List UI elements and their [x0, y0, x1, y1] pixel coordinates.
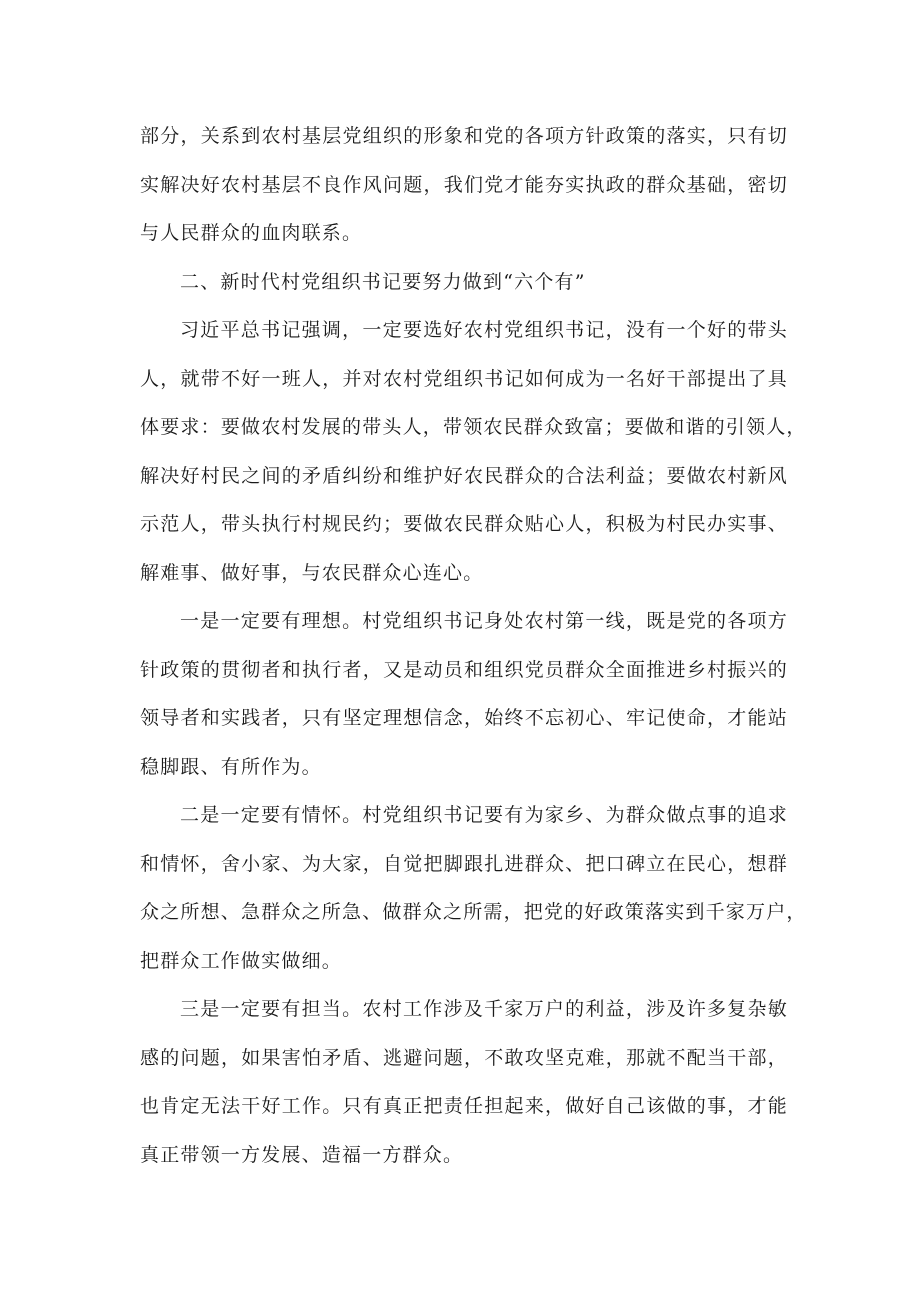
text-line: 和情怀，舍小家、为大家，自觉把脚跟扎进群众、把口碑立在民心，想群 — [140, 852, 788, 875]
text-line: 针政策的贯彻者和执行者，又是动员和组织党员群众全面推进乡村振兴的 — [140, 658, 788, 681]
paragraph — [140, 597, 788, 791]
text-line: 把群众工作做实做细。 — [140, 949, 343, 972]
paragraph — [140, 985, 788, 1179]
text-line: 解难事、做好事，与农民群众心连心。 — [140, 561, 484, 584]
text-line: 二是一定要有情怀。村党组织书记要有为家乡、为群众做点事的追求 — [180, 804, 788, 826]
text-line: 人，就带不好一班人，并对农村党组织书记如何成为一名好干部提出了具 — [140, 367, 788, 390]
text-line: 实解决好农村基层不良作风问题，我们党才能夯实执政的群众基础，密切 — [140, 173, 788, 196]
paragraph — [140, 112, 788, 258]
text-line: 众之所想、急群众之所急、做群众之所需，把党的好政策落实到千家万户， — [140, 901, 807, 923]
text-line: 习近平总书记强调，一定要选好农村党组织书记，没有一个好的带头 — [180, 319, 788, 341]
text-line: 二、新时代村党组织书记要努力做到“六个有” — [180, 270, 586, 293]
text-line: 也肯定无法干好工作。只有真正把责任担起来，做好自己该做的事，才能 — [140, 1095, 788, 1117]
text-line: 解决好村民之间的矛盾纠纷和维护好农民群众的合法利益；要做农村新风 — [140, 464, 788, 487]
document-body — [140, 112, 807, 1179]
text-line: 领导者和实践者，只有坚定理想信念，始终不忘初心、牢记使命，才能站 — [140, 707, 788, 729]
paragraph — [140, 791, 807, 985]
text-line: 一是一定要有理想。村党组织书记身处农村第一线，既是党的各项方 — [180, 610, 788, 632]
text-line: 部分，关系到农村基层党组织的形象和党的各项方针政策的落实，只有切 — [140, 125, 788, 147]
text-line: 与人民群众的血肉联系。 — [140, 222, 363, 244]
paragraph — [140, 306, 807, 597]
text-line: 感的问题，如果害怕矛盾、逃避问题，不敢攻坚克难，那就不配当干部， — [140, 1046, 788, 1069]
section-heading — [140, 258, 788, 307]
text-line: 示范人，带头执行村规民约；要做农民群众贴心人，积极为村民办实事、 — [140, 513, 788, 535]
text-line: 三是一定要有担当。农村工作涉及千家万户的利益，涉及许多复杂敏 — [180, 998, 788, 1020]
text-line: 真正带领一方发展、造福一方群众。 — [140, 1143, 464, 1166]
text-line: 稳脚跟、有所作为。 — [140, 755, 322, 778]
text-line: 体要求：要做农村发展的带头人，带领农民群众致富；要做和谐的引领人， — [140, 416, 807, 438]
